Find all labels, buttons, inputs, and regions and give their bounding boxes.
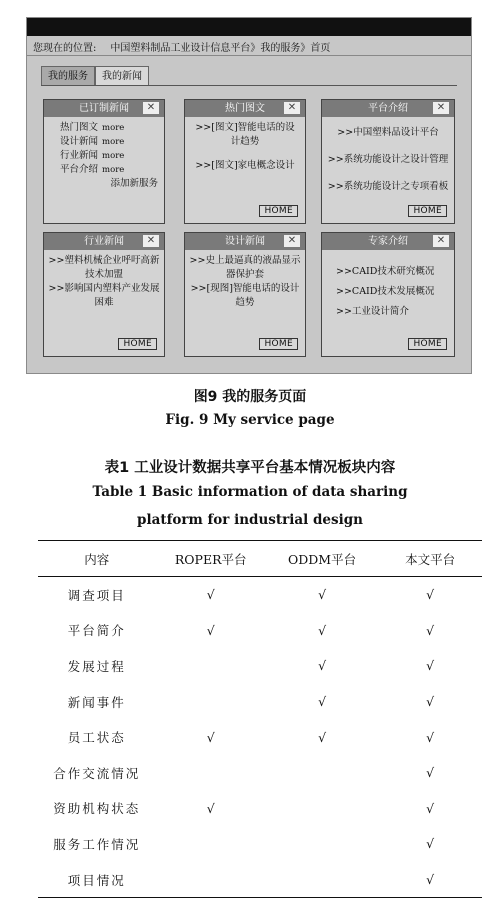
table-row [38,719,482,755]
home-button[interactable]: HOME [408,338,447,350]
check-mark: √ [318,587,327,603]
table-row [38,862,482,898]
close-icon[interactable]: ✕ [433,235,449,247]
list-item[interactable]: >>CAID技术发展概况 [336,286,435,297]
check-mark: √ [318,694,327,710]
check-mark: √ [378,862,482,898]
panel-title: 专家介绍 [368,236,408,247]
check-mark: √ [426,694,435,710]
panel-header [44,100,164,117]
row-label: 发展过程 [67,658,126,674]
close-icon[interactable]: ✕ [284,102,300,114]
panel-industry-news [43,232,165,357]
comparison-table [38,540,482,898]
check-mark: √ [206,587,215,603]
panel-body [185,117,305,177]
close-icon[interactable]: ✕ [143,102,159,114]
table-row [38,613,482,649]
check-mark: √ [426,729,435,745]
list-item[interactable]: >>系统功能设计之专项看板 [327,181,449,192]
check-mark: √ [318,729,327,745]
panel-body [322,117,454,202]
more-link[interactable]: more [102,165,125,175]
table-caption-en: Table 1 Basic information of data sharing [92,484,408,500]
check-mark: √ [426,765,435,781]
check-mark: √ [318,658,327,674]
location-label: 您现在的位置: [33,43,97,54]
panel-header [322,100,454,117]
panel-title: 已订制新闻 [79,103,129,114]
more-link[interactable]: more [102,151,125,161]
empty-cell [155,648,265,684]
panel-body [185,250,305,314]
table-row [38,791,482,827]
panel-header [185,100,305,117]
check-mark: √ [206,729,215,745]
list-item[interactable]: 设计新闻 more [60,136,125,147]
list-item[interactable]: >>系统功能设计之设计管理 [327,154,449,165]
close-icon[interactable]: ✕ [284,235,300,247]
panel-subscribed-news [43,99,165,224]
check-mark: √ [426,622,435,638]
check-mark: √ [318,622,327,638]
empty-cell [266,791,378,827]
row-label: 新闻事件 [67,694,126,710]
row-label: 项目情况 [38,862,155,898]
column-header: ODDM平台 [266,541,378,577]
panel-body [322,250,454,334]
table-row [38,755,482,791]
divider [27,55,471,56]
row-label: 合作交流情况 [53,765,141,781]
home-button[interactable]: HOME [408,205,447,217]
list-item[interactable]: >>塑料机械企业呼吁高新技术加盟 [48,255,160,280]
table-caption-cn: 表1 工业设计数据共享平台基本情况板块内容 [104,460,396,476]
check-mark: √ [206,622,215,638]
table-header-row [38,541,482,577]
table-row [38,577,482,613]
panel-title: 热门图文 [225,103,265,114]
panel-hot-articles [184,99,306,224]
row-label: 服务工作情况 [53,836,141,852]
panel-body [44,117,164,195]
list-item[interactable]: 平台介绍 more [60,164,125,175]
tab-bar [41,66,149,86]
add-service-link[interactable]: 添加新服务 [110,178,158,189]
panel-platform-intro [321,99,455,224]
panel-expert-intro [321,232,455,357]
table-row [38,826,482,862]
figure-caption-cn: 图9 我的服务页面 [193,389,307,405]
close-icon[interactable]: ✕ [143,235,159,247]
row-label: 员工状态 [67,730,126,746]
list-item[interactable]: >>[图文]智能电话的设计趋势 [195,122,295,147]
empty-cell [266,862,378,898]
empty-cell [266,826,378,862]
list-item[interactable]: 热门图文 more [60,122,125,133]
check-mark: √ [206,800,215,816]
panel-header [322,233,454,250]
panel-header [44,233,164,250]
list-item[interactable]: >>中国塑料品设计平台 [337,127,439,138]
empty-cell [266,755,378,791]
list-item[interactable]: >>CAID技术研究概况 [336,266,435,277]
list-item[interactable]: 行业新闻 more [60,150,125,161]
row-label: 资助机构状态 [53,801,141,817]
list-item[interactable]: >>[现图]智能电话的设计趋势 [190,283,300,308]
panel-body [44,250,164,314]
table-caption-en-continued: platform for industrial design [137,512,363,528]
figure-caption-en: Fig. 9 My service page [165,412,335,428]
row-label: 调查项目 [67,587,126,603]
panel-title: 行业新闻 [84,236,124,247]
location-breadcrumb [33,39,330,54]
home-button[interactable]: HOME [259,205,298,217]
empty-cell [155,826,265,862]
table-row [38,684,482,720]
service-page-screenshot [26,17,472,374]
panel-title: 平台介绍 [368,103,408,114]
panel-design-news [184,232,306,357]
tab-underline [41,85,457,86]
list-item[interactable]: >>[图文]家电概念设计 [195,160,295,171]
check-mark: √ [426,836,435,852]
panel-title: 设计新闻 [225,236,265,247]
list-item[interactable]: >>史上最逼真的液晶显示器保护套 [189,255,301,280]
check-mark: √ [426,658,435,674]
empty-cell [155,684,265,720]
list-item[interactable]: >>工业设计简介 [336,306,409,317]
top-bar [27,18,471,36]
empty-cell [155,755,265,791]
home-button[interactable]: HOME [259,338,298,350]
table-row [38,648,482,684]
check-mark: √ [426,800,435,816]
more-link[interactable]: more [102,123,125,133]
column-header: 内容 [38,541,155,577]
column-header: 本文平台 [378,541,482,577]
location-path[interactable]: 中国塑料制品工业设计信息平台》我的服务》首页 [110,43,331,54]
tab-my-news[interactable]: 我的新闻 [95,66,149,86]
list-item[interactable]: >>影响国内塑料产业发展困难 [48,283,160,308]
tab-my-service[interactable]: 我的服务 [41,66,95,86]
empty-cell [155,862,265,898]
row-label: 平台简介 [67,623,126,639]
more-link[interactable]: more [102,137,125,147]
home-button[interactable]: HOME [118,338,157,350]
close-icon[interactable]: ✕ [433,102,449,114]
panel-header [185,233,305,250]
check-mark: √ [426,587,435,603]
column-header: ROPER平台 [155,541,265,577]
